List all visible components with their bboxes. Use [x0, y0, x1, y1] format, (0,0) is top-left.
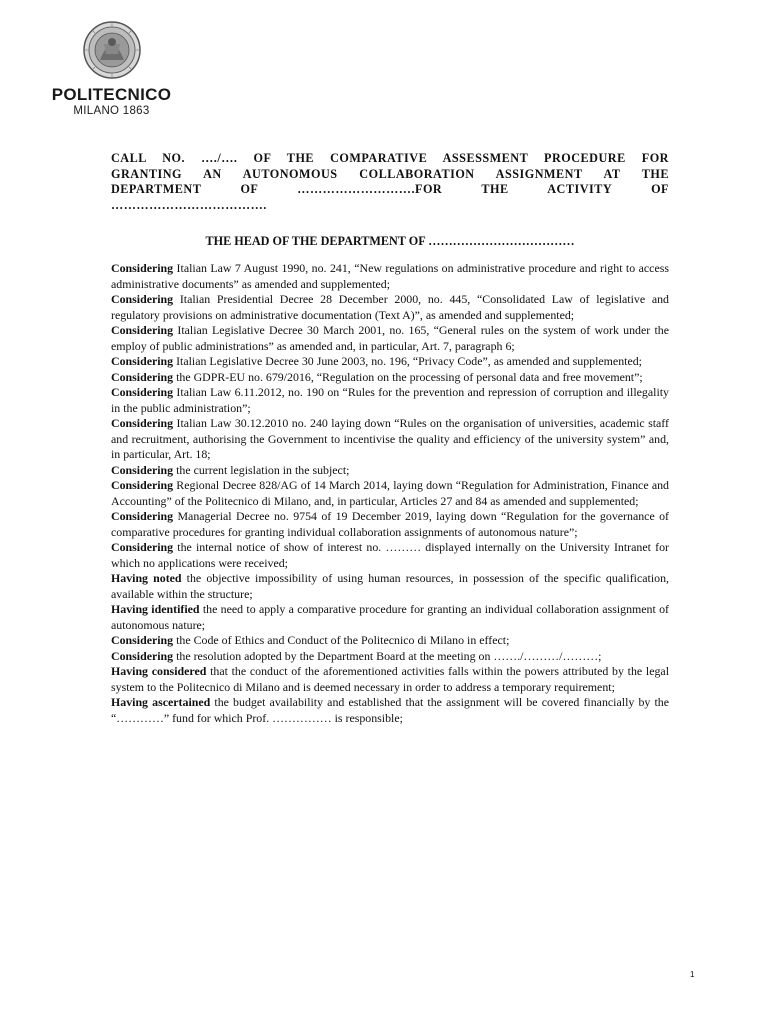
recital-lead: Considering: [111, 354, 174, 369]
recital-lead: Considering: [111, 633, 174, 648]
recital-paragraph: [111, 261, 669, 292]
recital-paragraph: [111, 509, 669, 540]
heading-line: DEPARTMENT OF ……………………….FOR THE ACTIVITY OF: [111, 182, 669, 197]
recitals: [111, 261, 669, 726]
recital-lead: Considering: [111, 292, 174, 307]
recital-lead: Considering: [111, 323, 174, 338]
recital-paragraph: [111, 370, 669, 386]
recital-text: the need to apply a comparative procedure for granting an individual collaboration assignment of autonomous nature;: [111, 602, 669, 632]
recital-lead: Considering: [111, 369, 174, 384]
recital-paragraph: [111, 571, 669, 602]
recital-text: Regional Decree 828/AG of 14 March 2014, laying down “Regulation for Administration, Finance and Accounting” of the Politecnico di Milano, and, in particular, Articles 27 and 84 as amended and supplemented;: [111, 478, 669, 508]
recital-text: Italian Law 30.12.2010 no. 240 laying down “Rules on the organisation of universities, academic staff and recruitment, authorising the Government to incentivise the quality and efficiency of the university system” and, in particular, Art. 18;: [111, 416, 669, 462]
recital-paragraph: [111, 463, 669, 479]
recital-text: Italian Law 7 August 1990, no. 241, “New regulations on administrative procedure and right to access administrative documents” as amended and supplemented;: [111, 261, 669, 291]
recital-paragraph: [111, 323, 669, 354]
recital-lead: Considering: [111, 648, 174, 663]
university-seal-icon: [82, 20, 142, 80]
recital-paragraph: [111, 633, 669, 649]
page-number: 1: [690, 970, 695, 979]
recital-paragraph: [111, 602, 669, 633]
recital-paragraph: [111, 664, 669, 695]
recital-paragraph: [111, 695, 669, 726]
recital-lead: Considering: [111, 416, 174, 431]
recital-lead: Having ascertained: [111, 695, 211, 710]
recital-paragraph: [111, 354, 669, 370]
university-logo: [44, 20, 179, 118]
recital-text: the Code of Ethics and Conduct of the Politecnico di Milano in effect;: [173, 633, 510, 648]
recital-text: the resolution adopted by the Department Board at the meeting on ……./………/………;: [173, 648, 602, 663]
recital-text: Managerial Decree no. 9754 of 19 December 2019, laying down “Regulation for the governance of comparative procedures for granting individual collaboration assignments of autonomous nature”;: [111, 509, 669, 539]
recital-paragraph: [111, 292, 669, 323]
recital-text: the objective impossibility of using human resources, in possession of the specific qualification, available within the structure;: [111, 571, 669, 601]
recital-lead: Considering: [111, 261, 174, 276]
recital-paragraph: [111, 540, 669, 571]
heading-line: CALL NO. …./…. OF THE COMPARATIVE ASSESSMENT PROCEDURE FOR: [111, 151, 669, 165]
document-body: [111, 151, 669, 726]
recital-lead: Having considered: [111, 664, 207, 679]
recital-text: the budget availability and established that the assignment will be covered financially by the “…………” fund for which Prof. …………… is responsible;: [111, 695, 670, 725]
recital-lead: Considering: [111, 509, 174, 524]
recital-lead: Having identified: [111, 602, 200, 617]
recital-paragraph: [111, 385, 669, 416]
heading-line: ……………………………….: [111, 197, 267, 212]
recital-text: Italian Law 6.11.2012, no. 190 on “Rules for the prevention and repression of corruption and illegality in the public administration”;: [111, 385, 669, 415]
recital-lead: Having noted: [111, 571, 182, 586]
recital-text: Italian Legislative Decree 30 March 2001, no. 165, “General rules on the system of work under the employ of public administrations” as amended and, in particular, Art. 7, paragraph 6;: [111, 323, 669, 353]
recital-paragraph: [111, 649, 669, 665]
recital-text: Italian Presidential Decree 28 December 2000, no. 445, “Consolidated Law of legislative and regulatory provisions on administrative documentation (Text A)”, as amended and supplemented;: [111, 292, 669, 322]
recital-paragraph: [111, 478, 669, 509]
recital-text: the internal notice of show of interest no. ……… displayed internally on the University Intranet for which no applications were received;: [111, 540, 669, 570]
department-head-heading: THE HEAD OF THE DEPARTMENT OF ………………………………: [205, 234, 575, 249]
logo-name: POLITECNICO: [51, 85, 172, 104]
recital-lead: Considering: [111, 540, 174, 555]
recital-paragraph: [111, 416, 669, 463]
recital-text: the current legislation in the subject;: [173, 462, 350, 477]
recital-text: that the conduct of the aforementioned activities falls within the powers attributed by the legal system to the Politecnico di Milano and is deemed necessary in order to address a temporary requirement;: [111, 664, 669, 694]
heading-line: GRANTING AN AUTONOMOUS COLLABORATION ASSIGNMENT AT THE: [111, 166, 669, 181]
recital-lead: Considering: [111, 462, 174, 477]
recital-lead: Considering: [111, 478, 174, 493]
recital-text: the GDPR-EU no. 679/2016, “Regulation on the processing of personal data and free movement”;: [173, 369, 643, 384]
logo-subtitle: MILANO 1863: [73, 105, 150, 117]
recital-lead: Considering: [111, 385, 174, 400]
call-heading: [111, 151, 669, 213]
recital-text: Italian Legislative Decree 30 June 2003, no. 196, “Privacy Code”, as amended and supplemented;: [173, 354, 642, 369]
